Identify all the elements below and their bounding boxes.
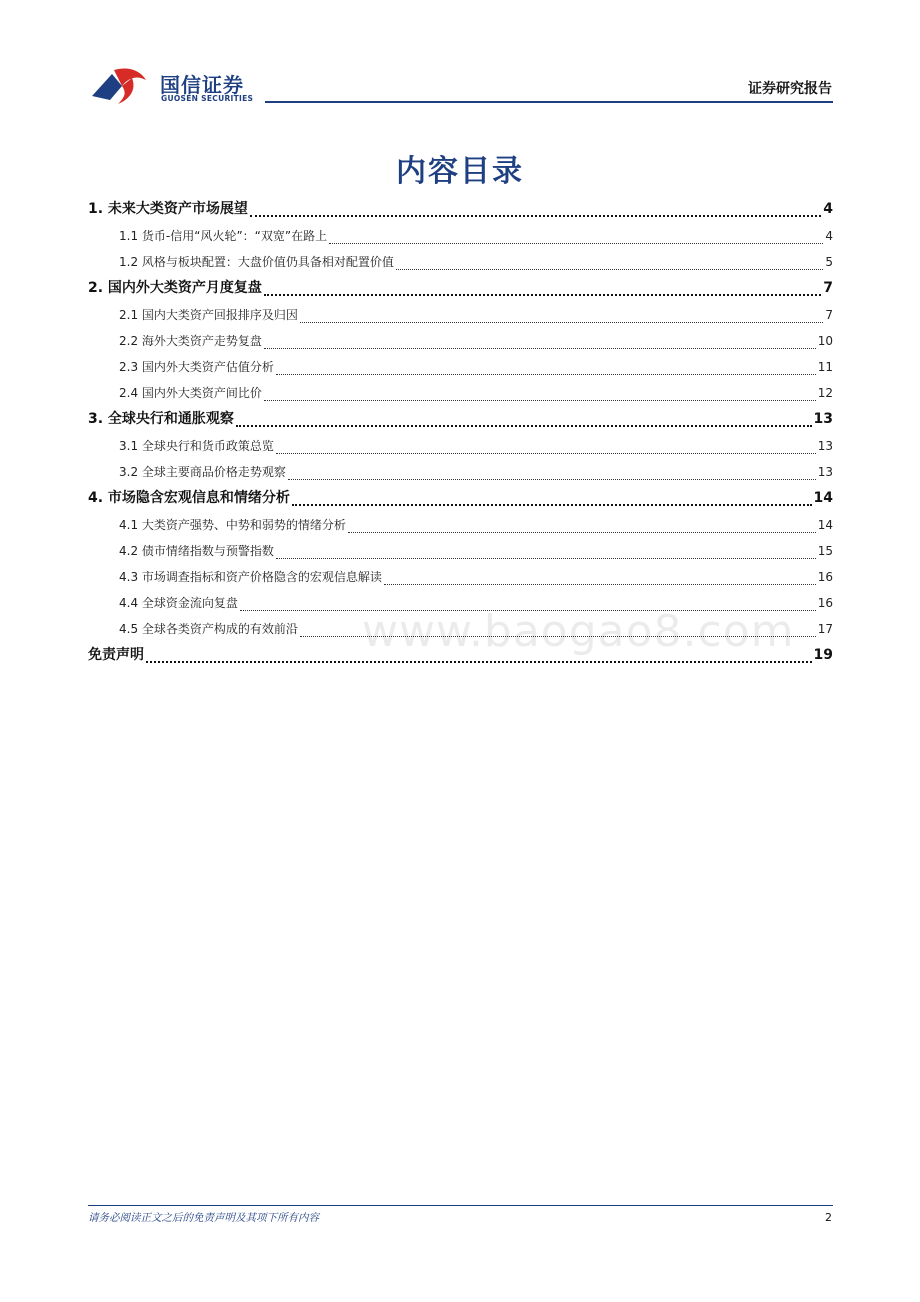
toc-subsection[interactable]	[88, 249, 833, 275]
toc-entry-title: 1.1 货币-信用“风火轮”：“双宽”在路上	[119, 229, 328, 243]
dot-leader	[264, 293, 821, 296]
toc-entry-title: 4.5 全球各类资产构成的有效前沿	[119, 622, 298, 636]
toc-entry-page: 4	[825, 229, 833, 243]
table-of-contents	[88, 196, 833, 669]
toc-entry-page: 13	[817, 439, 833, 453]
toc-entry-page: 14	[813, 490, 833, 506]
dot-leader	[264, 347, 816, 349]
toc-entry-title: 4.2 债市情绪指数与预警指数	[119, 544, 274, 558]
toc-entry-title: 4. 市场隐含宏观信息和情绪分析	[88, 490, 290, 506]
toc-subsection[interactable]	[88, 328, 833, 354]
toc-entry-page: 10	[817, 334, 833, 348]
dot-leader	[396, 268, 823, 270]
dot-leader	[250, 214, 821, 217]
toc-entry-page: 13	[817, 465, 833, 479]
toc-entry-title: 3.1 全球央行和货币政策总览	[119, 439, 274, 453]
toc-entry-page: 19	[813, 647, 833, 663]
footer-disclaimer: 请务必阅读正文之后的免责声明及其项下所有内容	[88, 1212, 319, 1224]
toc-entry-title: 1.2 风格与板块配置：大盘价值仍具备相对配置价值	[119, 255, 394, 269]
dot-leader	[236, 424, 812, 427]
toc-entry-title: 2. 国内外大类资产月度复盘	[88, 280, 262, 296]
toc-section[interactable]	[88, 406, 833, 433]
dot-leader	[300, 321, 823, 323]
toc-entry-page: 16	[817, 596, 833, 610]
watermark: www.baogao8.com	[362, 606, 795, 657]
toc-entry-title: 3. 全球央行和通胀观察	[88, 411, 234, 427]
brand-name-cn: 国信证券	[160, 73, 244, 97]
dot-leader	[292, 503, 812, 506]
toc-entry-page: 12	[817, 386, 833, 400]
toc-entry-title: 4.1 大类资产强势、中势和弱势的情绪分析	[119, 518, 346, 532]
toc-entry-page: 13	[813, 411, 833, 427]
dot-leader	[384, 583, 816, 585]
dot-leader	[276, 557, 816, 559]
toc-title: 内容目录	[396, 154, 524, 189]
toc-subsection[interactable]	[88, 302, 833, 328]
dot-leader	[276, 452, 816, 454]
toc-entry-title: 2.2 海外大类资产走势复盘	[119, 334, 262, 348]
page-header	[0, 0, 920, 110]
toc-section[interactable]	[88, 275, 833, 302]
toc-entry-title: 4.4 全球资金流向复盘	[119, 596, 238, 610]
toc-subsection[interactable]	[88, 354, 833, 380]
report-type: 证券研究报告	[748, 81, 832, 97]
footer-divider	[88, 1205, 833, 1206]
toc-subsection[interactable]	[88, 459, 833, 485]
page-number: 2	[825, 1211, 832, 1224]
toc-section[interactable]	[88, 196, 833, 223]
toc-subsection[interactable]	[88, 223, 833, 249]
guosen-logo-icon	[88, 66, 154, 106]
toc-entry-page: 4	[823, 201, 833, 217]
toc-entry-title: 2.4 国内外大类资产间比价	[119, 386, 262, 400]
toc-subsection[interactable]	[88, 564, 833, 590]
toc-subsection[interactable]	[88, 512, 833, 538]
toc-entry-title: 2.1 国内大类资产回报排序及归因	[119, 308, 298, 322]
dot-leader	[329, 242, 823, 244]
toc-subsection[interactable]	[88, 380, 833, 406]
toc-entry-title: 免责声明	[88, 647, 144, 663]
toc-entry-page: 11	[817, 360, 833, 374]
toc-subsection[interactable]	[88, 433, 833, 459]
toc-entry-title: 1. 未来大类资产市场展望	[88, 201, 248, 217]
toc-entry-title: 2.3 国内外大类资产估值分析	[119, 360, 274, 374]
toc-entry-page: 16	[817, 570, 833, 584]
toc-entry-page: 14	[817, 518, 833, 532]
toc-entry-page: 17	[817, 622, 833, 636]
toc-entry-page: 5	[825, 255, 833, 269]
dot-leader	[348, 531, 816, 533]
dot-leader	[146, 660, 812, 663]
dot-leader	[288, 478, 816, 480]
toc-subsection[interactable]	[88, 538, 833, 564]
brand-name-en: GUOSEN SECURITIES	[161, 94, 254, 103]
toc-entry-title: 4.3 市场调查指标和资产价格隐含的宏观信息解读	[119, 570, 382, 584]
header-divider	[265, 101, 833, 103]
toc-entry-page: 7	[823, 280, 833, 296]
toc-entry-title: 3.2 全球主要商品价格走势观察	[119, 465, 286, 479]
toc-section[interactable]	[88, 485, 833, 512]
toc-entry-page: 7	[825, 308, 833, 322]
dot-leader	[264, 399, 816, 401]
dot-leader	[276, 373, 816, 375]
toc-entry-page: 15	[817, 544, 833, 558]
